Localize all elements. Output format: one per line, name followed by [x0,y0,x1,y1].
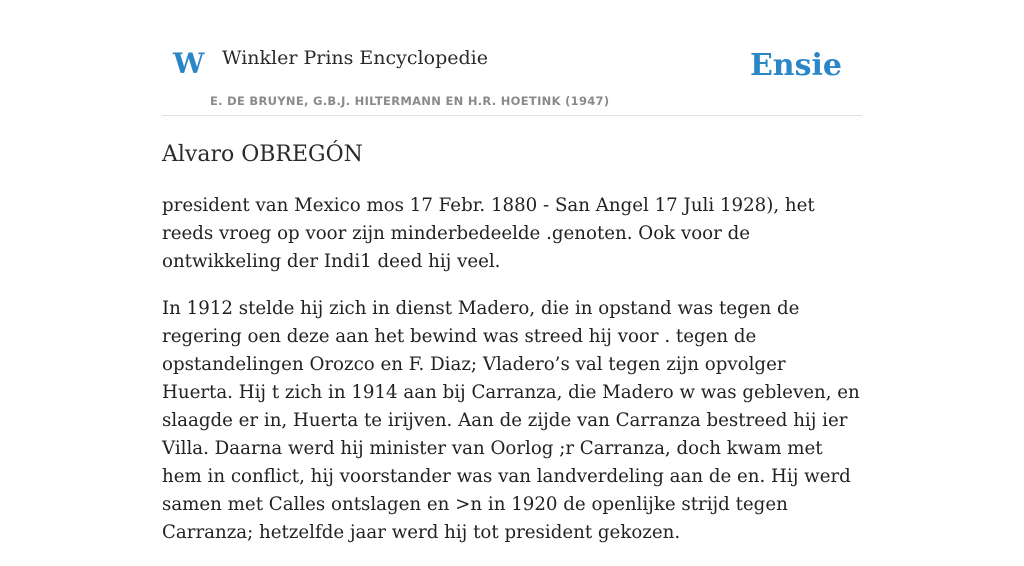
logo-w-icon[interactable]: W [173,47,205,80]
page-container [162,0,862,566]
article-paragraph: president van Mexico mos 17 Febr. 1880 - San Angel 17 Juli 1928), het reeds vroeg op voor zijn minderbedeelde .genoten. Ook voor de ontwikkeling der Indi1 deed hij veel. [162,195,815,272]
article-body [162,192,862,547]
authors-line: E. DE BRUYNE, G.B.J. HILTERMANN EN H.R. HOETINK (1947) [210,94,610,108]
article-paragraph: In 1912 stelde hij zich in dienst Madero, die in opstand was tegen de regering oen deze aan het bewind was streed hij voor . tegen de opstandelingen Orozco en F. Diaz; Vladero’s val tegen zijn opvolger Huerta. Hij t zich in 1914 aan bij Carranza, die Madero w was gebleven, en slaagde er in, Huerta te irijven. Aan de zijde van Carranza bestreed hij ier Villa. Daarna werd hij minister van Oorlog ;r Carranza, doch kwam met hem in conflict, hij voorstander was van landverdeling aan de en. Hij werd samen met Calles ontslagen en >n in 1920 de openlijke strijd tegen Carranza; hetzelfde jaar werd hij tot president gekozen. [162,298,860,543]
article-title: Alvaro OBREGÓN [162,142,363,167]
site-header [162,0,862,116]
ensie-logo[interactable]: Ensie [749,48,842,83]
site-title[interactable]: Winkler Prins Encyclopedie [222,47,488,69]
